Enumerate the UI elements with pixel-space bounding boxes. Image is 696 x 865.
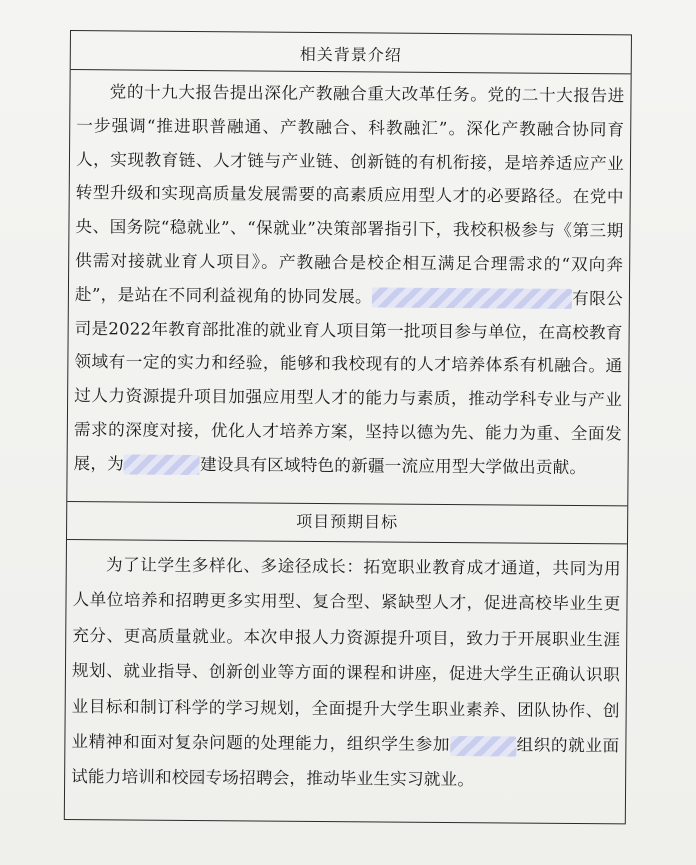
redacted-organization-name — [450, 736, 516, 757]
goals-paragraph — [71, 547, 621, 799]
background-text-part3: 建设具有区域特色的新疆一流应用型大学做出贡献。 — [199, 454, 587, 477]
background-text-part1: 党的十九大报告提出深化产教融合重大改革任务。党的二十大报告进一步强调“推进职普融通、产教融合、科教融汇”。深化产教融合协同育人，实现教育链、人才链与产业链、创新链的有机衔接，是培养适应产业转型升级和实现高质量发展需要的高素质应用型人才的必要路径。在党中央、国务院“稳就业”、“保就业”决策部署指引下，我校积极参与《第三期供需对接就业育人项目》。产教融合是校企相互满足合理需求的“双向奔赴”，是站在不同利益视角的协同发展。 — [74, 82, 625, 307]
redacted-company-name — [372, 288, 572, 310]
application-form-table — [64, 30, 632, 824]
table-divider — [67, 539, 627, 544]
section-title-background: 相关背景介绍 — [299, 44, 402, 65]
background-paragraph — [73, 75, 624, 485]
redacted-school-name — [124, 455, 200, 476]
background-text-part2: 有限公司是2022年教育部批准的就业育人项目第一批项目参与单位，在高校教育领域有一定的实力和经验，能够和我校现有的人才培养体系有机融合。通过人力资源提升项目加强应用型人才的能力与素质，推动学科专业与产业需求的深度对接，优化人才培养方案，坚持以德为先、能力为重、全面发展， — [73, 288, 623, 474]
goals-text-part1: 为了让学生多样化、多途径成长：拓宽职业教育成才通道，共同为用人单位培养和招聘更多实用型、复合型、紧缺型人才，促进高校毕业生更充分、更高质量就业。本次申报人力资源提升项目，致力于开展职业生涯规划、就业指导、创新创业等方面的课程和讲座，促进大学生正确认识职业目标和制订科学的学习规划，全面提升大学生职业素养、团队协作、创业精神和面对复杂问题的处理能力，组织学生参加 — [71, 555, 621, 755]
goals-text-part2: 组织的就业面试能力培训和校园专场招聘会，推动毕业生实习就业。 — [71, 735, 620, 790]
background-text-part3-prefix: 为 — [107, 454, 125, 474]
section-title-goals: 项目预期目标 — [296, 511, 399, 532]
